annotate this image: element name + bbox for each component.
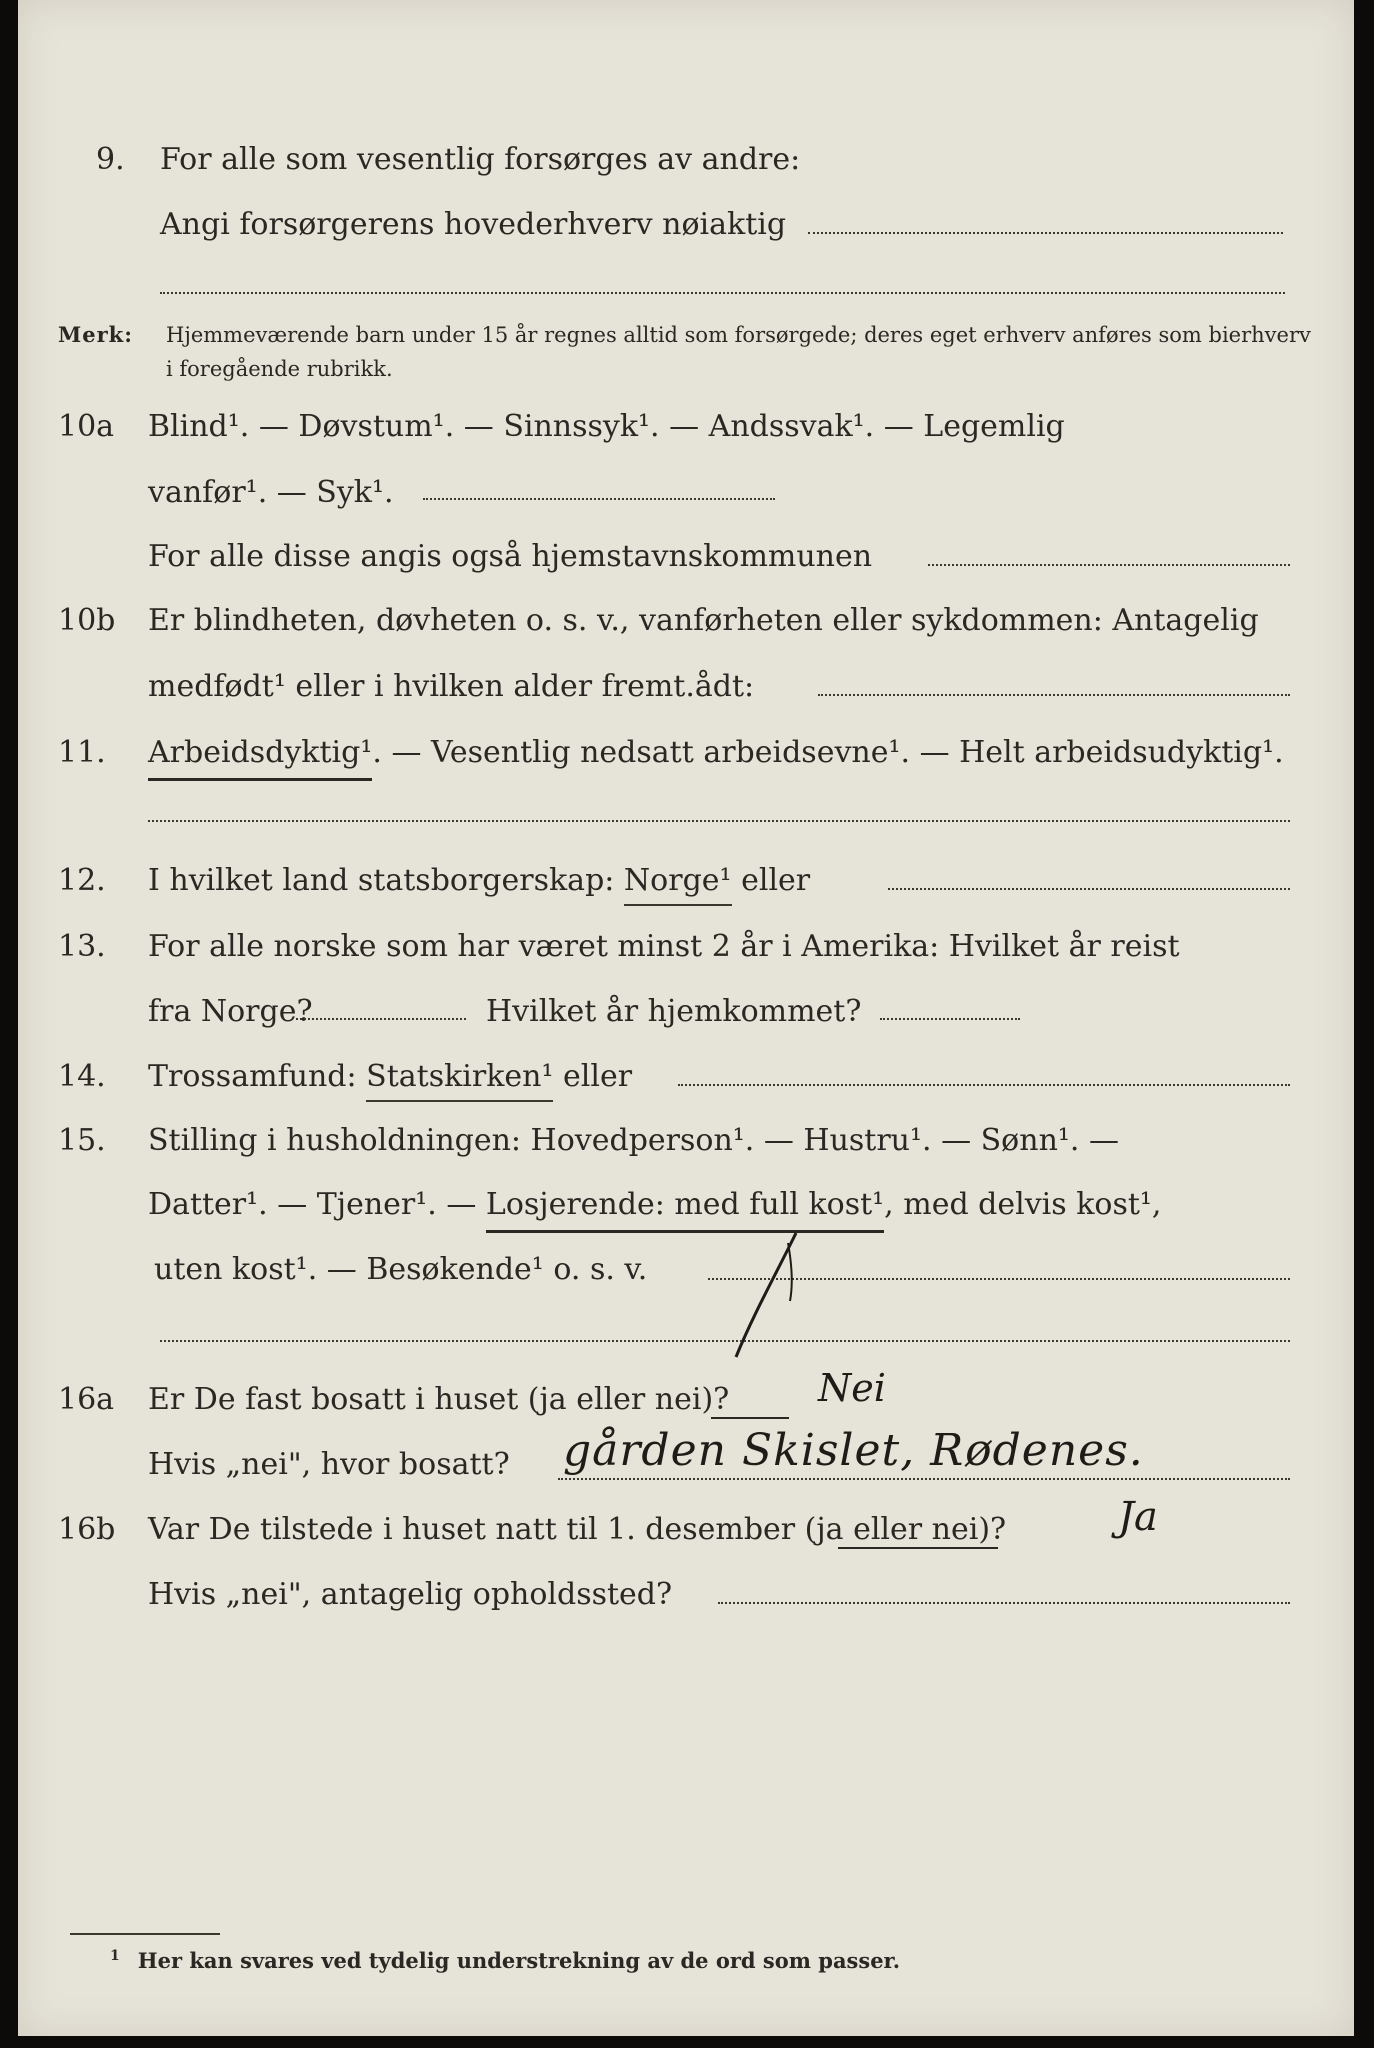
q16a-text-2: Hvis „nei", hvor bosatt?: [148, 1447, 510, 1482]
q16b-number: 16b: [58, 1512, 116, 1547]
q12-answer-line: [888, 888, 1290, 890]
q10a-line3: [148, 539, 873, 574]
q9-answer-line-2: [160, 292, 1285, 294]
footnote-text: Her kan svares ved tydelig understrekning av de ord som passer.: [137, 1948, 901, 1973]
q16a-number: 16a: [58, 1382, 115, 1417]
q14-text-2: eller: [553, 1059, 633, 1094]
q13-answer-line-2: [880, 1018, 1020, 1020]
q12-text: I hvilket land statsborgerskap:: [148, 863, 624, 898]
q10b-text-2: medfødt¹ eller i hvilken alder fremt.ådt:: [148, 669, 755, 704]
q10b-line1: [58, 603, 1259, 638]
q9-text-2: Angi forsørgerens hovederhverv nøiaktig: [160, 207, 787, 242]
q11-answer-line: [148, 820, 1290, 822]
q10a-text: Blind¹. — Døvstum¹. — Sinnssyk¹. — Andssvak¹. — Legemlig: [148, 409, 1065, 444]
q14-line: [58, 1059, 633, 1094]
q15-number: 15.: [58, 1123, 106, 1158]
q13-answer-line: [296, 1018, 466, 1020]
q16a-line1: [58, 1382, 730, 1417]
census-form-page: [18, 0, 1354, 2036]
q16a-handwritten-residence: gården Skislet, Rødenes.: [563, 1425, 1144, 1476]
q15-text: Stilling i husholdningen: Hovedperson¹. — Hustru¹. — Sønn¹. —: [148, 1123, 1119, 1158]
note-label: Merk:: [58, 322, 133, 347]
q10b-answer-line: [818, 694, 1290, 696]
q16a-answer-line: [558, 1478, 1290, 1480]
q10a-answer-line: [423, 498, 775, 500]
q16b-handwritten-answer: Ja: [1118, 1494, 1158, 1540]
q10b-line2: [148, 669, 755, 704]
q13-text: For alle norske som har været minst 2 år i Amerika: Hvilket år reist: [148, 929, 1180, 964]
note-text: Hjemmeværende barn under 15 år regnes alltid som forsørgede; deres eget erhverv anføres som bierhverv i foregående rubrikk.: [166, 323, 1311, 381]
q13-text-2: fra Norge?: [148, 994, 313, 1029]
q14-underlined-answer: Statskirken¹: [366, 1059, 553, 1102]
q10a-line1: [58, 409, 1065, 444]
q9-line2: [160, 207, 787, 242]
q12-underlined-answer: Norge¹: [624, 863, 732, 906]
q15-underlined-answer: Losjerende: med full kost¹: [486, 1187, 884, 1233]
q11-underlined-answer: Arbeidsdyktig¹: [148, 735, 372, 781]
q16b-answer-line: [718, 1602, 1290, 1604]
q9-text: For alle som vesentlig forsørges av andre:: [160, 142, 801, 177]
footnote: [110, 1948, 900, 1973]
q15-line3: [154, 1252, 648, 1287]
q16b-line2: [148, 1577, 673, 1612]
q12-line: [58, 863, 811, 898]
q9-number: 9.: [96, 142, 125, 177]
q14-number: 14.: [58, 1059, 106, 1094]
q10a-line2: [148, 475, 394, 510]
q15-text-4: uten kost¹. — Besøkende¹ o. s. v.: [154, 1252, 648, 1287]
q11-text: . — Vesentlig nedsatt arbeidsevne¹. — Helt arbeidsudyktig¹.: [372, 735, 1284, 770]
q15-text-2: Datter¹. — Tjener¹. —: [148, 1187, 486, 1222]
q13-line2b: [486, 994, 862, 1029]
q16b-text: Var De tilstede i huset natt til 1. desember (ja eller nei)?: [148, 1512, 1007, 1547]
q12-text-2: eller: [731, 863, 811, 898]
q10a-answer-line-2: [928, 564, 1290, 566]
q13-line2: [148, 994, 313, 1029]
q10b-text: Er blindheten, døvheten o. s. v., vanførheten eller sykdommen: Antagelig: [148, 603, 1259, 638]
q16b-line1: [58, 1512, 1007, 1547]
q16b-underline-ja: [838, 1547, 998, 1549]
q16a-line2: [148, 1447, 510, 1482]
q16a-handwritten-answer: Nei: [818, 1366, 886, 1410]
q15-text-3: , med delvis kost¹,: [884, 1187, 1162, 1222]
q15-answer-line-2: [160, 1340, 1290, 1342]
q11-line: [58, 735, 1284, 770]
q16b-text-2: Hvis „nei", antagelig opholdssted?: [148, 1577, 673, 1612]
q14-answer-line: [678, 1084, 1290, 1086]
q9-line1: [96, 142, 801, 177]
q16a-underline-nei: [711, 1417, 789, 1419]
footnote-rule: [70, 1933, 220, 1935]
q12-number: 12.: [58, 863, 106, 898]
handwritten-stroke-mark: [718, 1225, 808, 1365]
q10a-text-3: For alle disse angis også hjemstavnskommunen: [148, 539, 873, 574]
q9-answer-line: [808, 232, 1283, 234]
q13-text-3: Hvilket år hjemkommet?: [486, 994, 862, 1029]
q16a-text: Er De fast bosatt i huset (ja eller nei)?: [148, 1382, 730, 1417]
q13-line1: [58, 929, 1180, 964]
q11-number: 11.: [58, 735, 106, 770]
q15-line1: [58, 1123, 1119, 1158]
q10a-text-2: vanfør¹. — Syk¹.: [148, 475, 394, 510]
q13-number: 13.: [58, 929, 106, 964]
q10a-number: 10a: [58, 409, 115, 444]
q10b-number: 10b: [58, 603, 116, 638]
footnote-mark: 1: [110, 1948, 120, 1964]
q15-line2: [148, 1187, 1162, 1222]
q14-text: Trossamfund:: [148, 1059, 367, 1094]
